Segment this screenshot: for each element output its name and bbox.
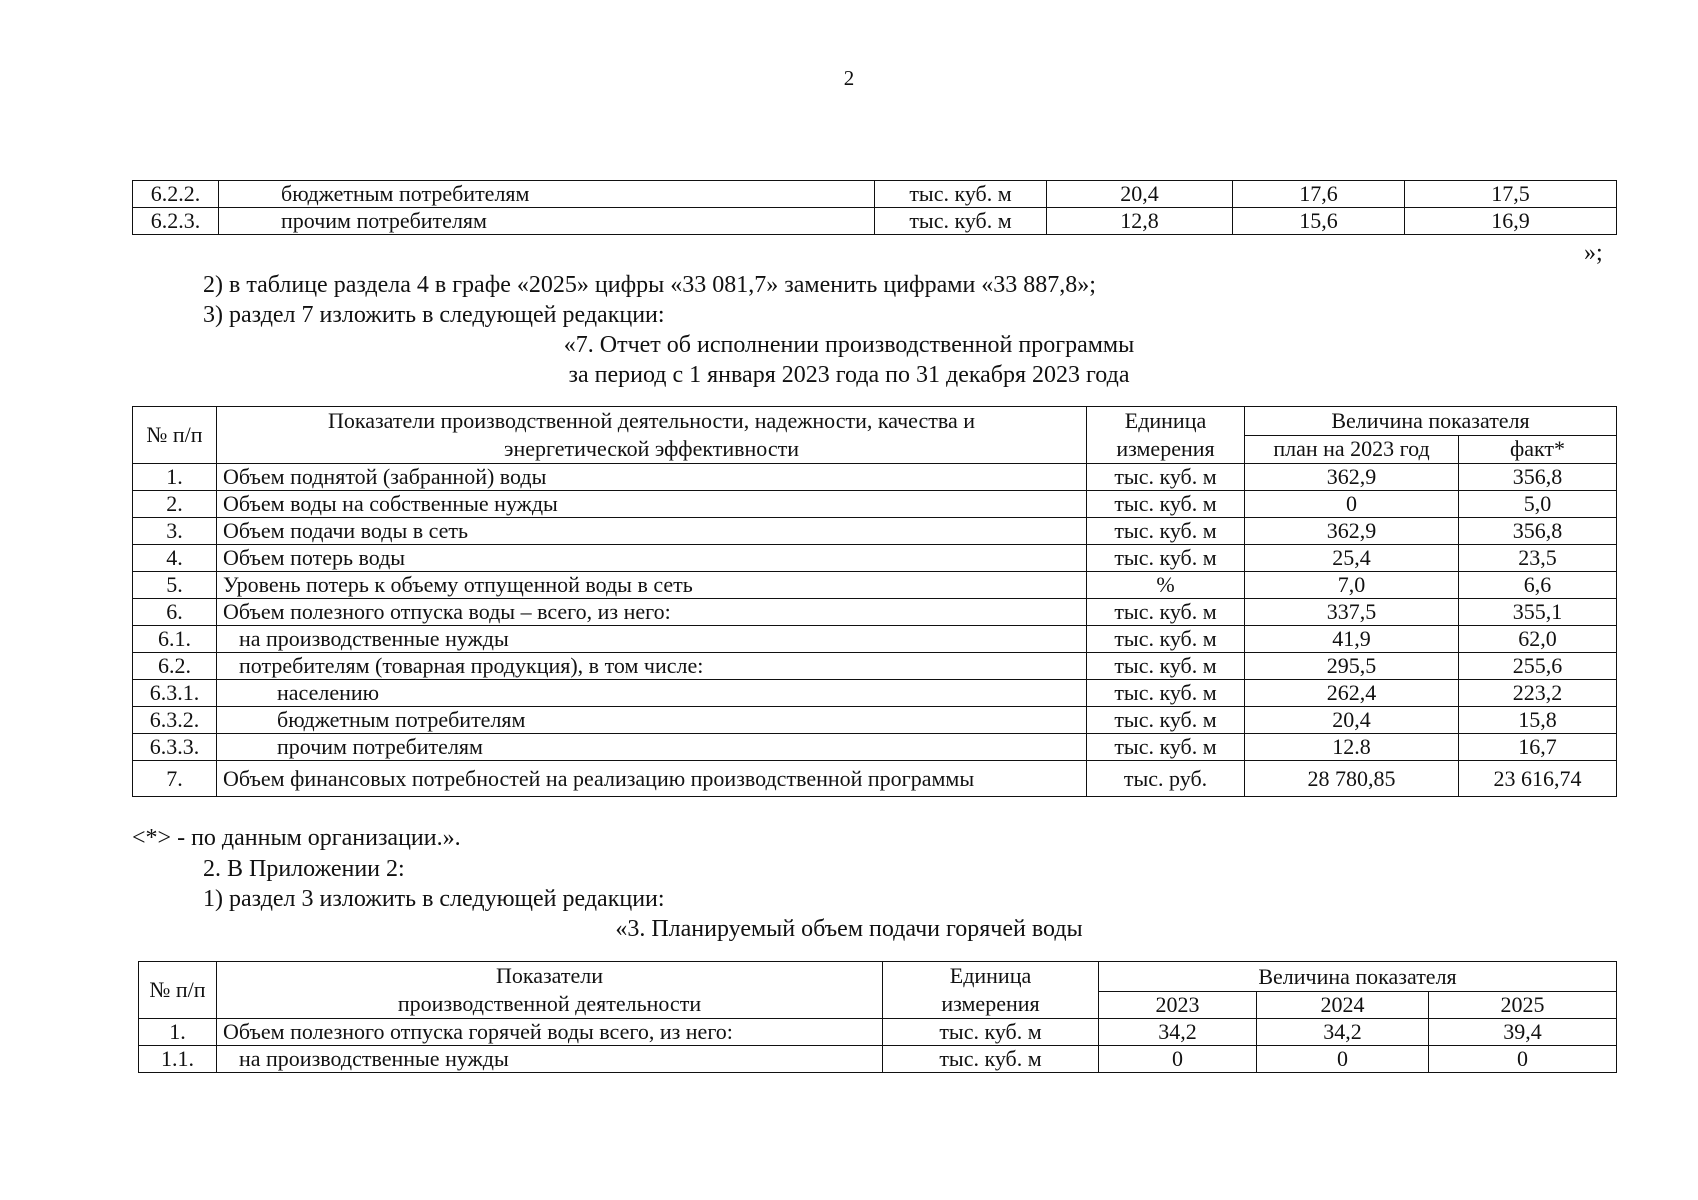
header3-unit-line1: Единица [949,963,1032,988]
row-value-1: 20,4 [1047,181,1233,208]
row-unit: тыс. куб. м [1087,653,1245,680]
row-name: Объем воды на собственные нужды [217,491,1087,518]
header3-unit [883,962,1099,1019]
heading-section7-line1: «7. Отчет об исполнении производственной программы [563,332,1135,358]
row-name: прочим потребителям [219,208,875,235]
row-2023: 0 [1099,1046,1257,1073]
row-unit: тыс. куб. м [1087,518,1245,545]
header-unit-line1: Единица [1124,408,1207,433]
header3-value: Величина показателя [1099,962,1617,992]
header-num: № п/п [133,407,217,464]
row-name: Объем подачи воды в сеть [217,518,1087,545]
row-unit: тыс. куб. м [883,1019,1099,1046]
row-plan: 20,4 [1245,707,1459,734]
row-fact: 356,8 [1459,464,1617,491]
row-name: Объем поднятой (забранной) воды [217,464,1087,491]
closing-quote-mark: »; [1584,240,1603,266]
header3-indicators-line1: Показатели [495,963,604,988]
row-plan: 337,5 [1245,599,1459,626]
row-plan: 28 780,85 [1245,761,1459,797]
header-unit [1087,407,1245,464]
row-num: 1.1. [139,1046,217,1073]
row-num: 1. [133,464,217,491]
row-name: Объем полезного отпуска воды – всего, из него: [217,599,1087,626]
row-unit: тыс. куб. м [1087,626,1245,653]
row-plan: 7,0 [1245,572,1459,599]
row-name: Объем полезного отпуска горячей воды всего, из него: [217,1019,883,1046]
table-row [133,734,1617,761]
paragraph-table4-change: 2) в таблице раздела 4 в графе «2025» цифры «33 081,7» заменить цифрами «33 887,8»; [203,272,1096,298]
header3-unit-line2: измерения [941,991,1040,1016]
row-num: 6. [133,599,217,626]
header3-indicators [217,962,883,1019]
row-fact: 255,6 [1459,653,1617,680]
row-name: прочим потребителям [217,734,1087,761]
row-fact: 23,5 [1459,545,1617,572]
row-plan: 25,4 [1245,545,1459,572]
row-unit: тыс. куб. м [1087,545,1245,572]
row-fact: 6,6 [1459,572,1617,599]
row-num: 6.3.3. [133,734,217,761]
row-fact: 355,1 [1459,599,1617,626]
header-unit-line2: измерения [1116,436,1215,461]
row-plan: 295,5 [1245,653,1459,680]
header-indicators-line2: энергетической эффективности [504,436,799,461]
row-num: 6.2.3. [133,208,219,235]
footnote: <*> - по данным организации.». [132,825,461,851]
header3-num: № п/п [139,962,217,1019]
table-row [133,518,1617,545]
row-value-2: 17,6 [1233,181,1405,208]
table-row [133,181,1617,208]
paragraph-section7: 3) раздел 7 изложить в следующей редакции: [203,302,665,328]
row-value-1: 12,8 [1047,208,1233,235]
header-indicators [217,407,1087,464]
table-section7-report [132,406,1617,797]
header-fact: факт* [1459,435,1617,464]
row-2025: 39,4 [1429,1019,1617,1046]
table-section3-hot-water [138,961,1617,1073]
header-plan: план на 2023 год [1245,435,1459,464]
row-unit: тыс. куб. м [1087,599,1245,626]
table-top-continuation [132,180,1617,235]
row-fact: 223,2 [1459,680,1617,707]
row-plan: 362,9 [1245,518,1459,545]
row-2023: 34,2 [1099,1019,1257,1046]
row-unit: тыс. куб. м [1087,464,1245,491]
row-num: 3. [133,518,217,545]
table-row [133,626,1617,653]
row-num: 5. [133,572,217,599]
row-name: на производственные нужды [217,1046,883,1073]
header-indicators-line1: Показатели производственной деятельности, надежности, качества и [327,408,976,433]
table-row [133,680,1617,707]
row-unit: тыс. куб. м [875,181,1047,208]
table-row [133,707,1617,734]
row-unit: тыс. куб. м [1087,680,1245,707]
header3-2025: 2025 [1429,992,1617,1019]
row-num: 6.2.2. [133,181,219,208]
row-num: 6.3.1. [133,680,217,707]
paragraph-appendix2: 2. В Приложении 2: [203,856,405,882]
table-row [139,1019,1617,1046]
table-row [133,761,1617,797]
row-name: бюджетным потребителям [219,181,875,208]
row-fact: 62,0 [1459,626,1617,653]
row-value-3: 17,5 [1405,181,1617,208]
row-2025: 0 [1429,1046,1617,1073]
header3-2024: 2024 [1257,992,1429,1019]
row-name: бюджетным потребителям [217,707,1087,734]
row-fact: 23 616,74 [1459,761,1617,797]
row-value-3: 16,9 [1405,208,1617,235]
row-name: населению [217,680,1087,707]
row-num: 1. [139,1019,217,1046]
row-fact: 356,8 [1459,518,1617,545]
table-row [133,491,1617,518]
row-2024: 0 [1257,1046,1429,1073]
row-unit: тыс. куб. м [1087,491,1245,518]
row-unit: тыс. куб. м [1087,707,1245,734]
row-unit: тыс. руб. [1087,761,1245,797]
row-unit: % [1087,572,1245,599]
row-num: 4. [133,545,217,572]
table-row [133,545,1617,572]
row-plan: 41,9 [1245,626,1459,653]
table-row [133,572,1617,599]
row-unit: тыс. куб. м [883,1046,1099,1073]
row-num: 6.1. [133,626,217,653]
row-plan: 262,4 [1245,680,1459,707]
heading-section3: «3. Планируемый объем подачи горячей воды [615,916,1083,942]
row-num: 6.2. [133,653,217,680]
row-plan: 12.8 [1245,734,1459,761]
heading-section7-line2: за период с 1 января 2023 года по 31 декабря 2023 года [568,362,1130,388]
row-unit: тыс. куб. м [875,208,1047,235]
row-num: 7. [133,761,217,797]
table-row [139,1046,1617,1073]
table-row [133,464,1617,491]
row-plan: 362,9 [1245,464,1459,491]
row-name: на производственные нужды [217,626,1087,653]
row-name: потребителям (товарная продукция), в том числе: [217,653,1087,680]
row-value-2: 15,6 [1233,208,1405,235]
row-plan: 0 [1245,491,1459,518]
row-fact: 15,8 [1459,707,1617,734]
row-unit: тыс. куб. м [1087,734,1245,761]
row-name: Уровень потерь к объему отпущенной воды в сеть [217,572,1087,599]
row-name: Объем финансовых потребностей на реализацию производственной программы [217,761,1087,797]
row-fact: 5,0 [1459,491,1617,518]
row-fact: 16,7 [1459,734,1617,761]
header-value: Величина показателя [1245,407,1617,436]
row-num: 6.3.2. [133,707,217,734]
table-row [133,208,1617,235]
table-row [133,599,1617,626]
row-2024: 34,2 [1257,1019,1429,1046]
row-name: Объем потерь воды [217,545,1087,572]
page-number: 2 [843,66,855,90]
row-num: 2. [133,491,217,518]
paragraph-section3: 1) раздел 3 изложить в следующей редакции: [203,886,665,912]
header3-indicators-line2: производственной деятельности [397,991,702,1016]
header3-2023: 2023 [1099,992,1257,1019]
table-row [133,653,1617,680]
